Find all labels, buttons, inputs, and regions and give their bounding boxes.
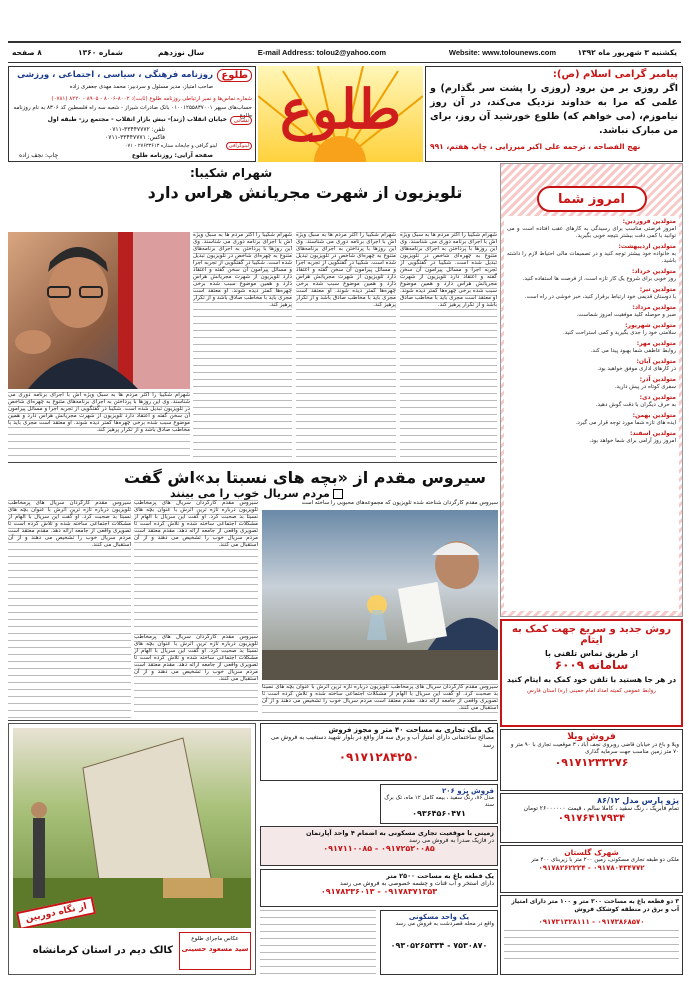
horoscope-sign: متولدین دی: bbox=[639, 394, 676, 401]
horoscope-item bbox=[507, 358, 676, 373]
bottom-photo bbox=[13, 728, 251, 928]
article2-title: سیروس مقدم از «بچه های نسبتا بد»اش گفت bbox=[124, 468, 486, 487]
ad-peugeot[interactable]: فروش پژو ۲۰۶ مدل ۸۶، رنگ سفید ، بیمه کامل ۱۲ ماه، تک برگ سند ۰۹۳۶۴۵۶۰۴۷۱ bbox=[380, 784, 498, 824]
photo-credit-label: عکاس ماجرای طلوع bbox=[191, 936, 239, 942]
address-label: نشانی bbox=[230, 116, 252, 125]
article2-body-col1: سیروس مقدم کارگردان سریال های پرمخاطب تلویزیون درباره تازه ترین اثرش با عنوان بچه های نسبتا بد صحبت کرد. او گفت این سریال با الهام از مشکلات اجتماعی ساخته شده و تلاش کرده است تا تصویری واقعی از جامعه ارائه دهد. مقدم معتقد است مردم سریال خوب را تشخیص می دهند و از آن استقبال می کنند. bbox=[8, 500, 131, 718]
ad-phone: ۰۹۱۷۱۲۳۳۲۷۶ bbox=[554, 756, 629, 769]
horoscope-item bbox=[507, 394, 676, 409]
masthead-info bbox=[8, 66, 256, 162]
horoscope-item bbox=[507, 304, 676, 319]
checkbox-icon bbox=[333, 489, 343, 499]
ad-phone: ۰۹۱۷۶۴۱۷۹۳۴ bbox=[557, 813, 626, 824]
ad-shop[interactable]: یک ملک تجاری به مساحت ۴۰ متر و مجوز فروش مصالح ساختمانی دارای امتیاز آب و برق سه فاز واقع در بلوار شهید دستغیب به فروش می رسد ۰۹۱۷۱۲۸۴۲۵۰ bbox=[260, 723, 498, 781]
horoscope-item bbox=[507, 340, 676, 355]
article1-kicker: شهرام شکیبا: bbox=[190, 166, 273, 180]
bottom-photo-frame bbox=[8, 723, 256, 975]
masthead-print: لیتو گرافی و چاپخانه ستاره ۲۷۶۳۳۶۱۳ - ۰۷۱ bbox=[124, 143, 217, 149]
horoscope-text: به حرف دیگران با دقت گوش دهید. bbox=[595, 402, 676, 408]
masthead-logo bbox=[258, 66, 423, 162]
horoscope-text: سفری کوتاه در پیش دارید. bbox=[614, 384, 676, 390]
article2-body-col4: سیروس مقدم کارگردان سریال های پرمخاطب تلویزیون درباره تازه ترین اثرش با عنوان بچه های نسبتا بد صحبت کرد. او گفت این سریال با الهام از مشکلات اجتماعی ساخته شده و تلاش کرده است تا تصویری واقعی از جامعه ارائه دهد. مقدم معتقد است مردم سریال خوب را تشخیص می دهند و از آن استقبال می کنند. bbox=[262, 684, 498, 718]
article1-title: تلویزیون از شهرت مجریانش هراس دارد bbox=[147, 183, 463, 202]
masthead-phone: تلفن: ۳۳۴۴۷۷۷۲-۰۷۱۱ bbox=[108, 126, 165, 133]
masthead-contact-info: شماره تماس‌ها و نمبر ارتباطی روزنامه طلوع (ثابت): ۸۰۰۲-۸۰۰۶ - ۸۹۰۵ - ۸۲۲۰ (۰۷۸۱) bbox=[51, 96, 252, 102]
article2-body-col3: سیروس مقدم کارگردان سریال های پرمخاطب تلویزیون درباره تازه ترین اثرش با عنوان بچه های نسبتا بد صحبت کرد. او گفت این سریال با الهام از مشکلات اجتماعی ساخته شده و تلاش کرده است تا تصویری واقعی از جامعه ارائه دهد. مقدم معتقد است مردم سریال خوب را تشخیص می دهند و از آن استقبال می کنند. bbox=[134, 634, 258, 718]
issue-number: شماره ۱۳۶۰ bbox=[78, 48, 123, 57]
horoscope-sign: متولدین اسفند: bbox=[630, 430, 676, 437]
article1-body-bottom: شهرام شکیبا را اکثر مردم ها به سبک ویژه اش با اجرای برنامه دوری می شناسند. وی این روزها با پرداختن به اجرای برنامه‌های متنوع به چهره‌ای شاخص در تلویزیون تبدیل شده است. شکیبا در گفتگویی از تجربه اجرا و مسائل پیرامون آن سخن گفته و اعتقاد دارد تلویزیون از شهرت مجریانش هراس دارد و همین موضوع سبب شده برخی چهره‌ها کمتر دیده شوند. او معتقد است مجری باید با مخاطب صادق باشد و از تکرار پرهیز کند. bbox=[8, 392, 190, 460]
ad-bottom-garden[interactable]: ۳ دو قطعه باغ به مساحت ۳۰۰ متر و ۱۰۰ متر دارای امتیاز آب و برق در منطقه کوشکک فروش ۰۹۱۷۳۸۶۸۵۷۰ - ۰۹۱۷۳۱۳۲۸۱۱۱ bbox=[500, 895, 683, 975]
masthead-layout: صفحه آرایی: روزنامه طلوع bbox=[131, 152, 213, 159]
ad-orphan-help[interactable]: روش جدید و سریع جهت کمک به ایتام از طریق تماس تلفنی با سامانه ۶۰۰۹ در هر جا هستید با تلفن خود کمک به ایتام کنید روابط عمومی کمیته امداد امام خمینی (ره) استان فارس bbox=[500, 619, 683, 727]
top-bar bbox=[8, 41, 681, 63]
masthead-address: خیابان انقلاب (زند)- نبش بازار انقلاب - مجتمع رز- طبقه اول bbox=[47, 116, 227, 123]
masthead-bank-info: حساب‌های سپهر ۰۱۰۰۱۲۵۵۸۳۷۰۰۱ بانک صادرات شیراز - شعبه سه راه فلسطین کد ۸۳۰۶ به نام روزنامه طلوع bbox=[13, 105, 252, 119]
email-link[interactable]: E-mail Address: tolou2@yahoo.com bbox=[257, 48, 386, 57]
horoscope-sign: متولدین اردیبهشت: bbox=[618, 243, 676, 250]
horoscope-sign: متولدین آبان: bbox=[636, 358, 676, 365]
horoscope-text: صبر و حوصله کلید موفقیت امروز شماست. bbox=[576, 312, 676, 318]
masthead-fax: فاکس: ۳۳۴۴۷۷۷۱-۰۷۱۱ bbox=[105, 134, 165, 141]
horoscope-panel bbox=[500, 163, 683, 617]
divider bbox=[8, 720, 497, 721]
photo-credit-name: سید مسعود حسینی bbox=[181, 945, 249, 953]
hadith-source: نهج الفصاحه ، ترجمه علی اکبر میرزایی ، چاپ هفتم، ۹۹۱ bbox=[430, 142, 641, 151]
horoscope-text: به خانواده خود بیشتر توجه کنید و در تصمیمات مالی احتیاط لازم را داشته باشید. bbox=[507, 251, 676, 264]
ad-number: سامانه ۶۰۰۹ bbox=[554, 658, 629, 672]
page-count: ۸ صفحه bbox=[12, 48, 42, 57]
hadith-text: اگر روزی بر من برود (روزی را پشت سر بگذارم) و علمی که مرا به خداوند نزدیک می‌کند، در آن روز نیاموزم، (می خواهم که) طلوع خورشید آن روز، برای من مبارک نباشد. bbox=[430, 83, 678, 136]
ad-land[interactable]: زمینی با موقعیت تجاری مسکونی به اضمام ۴ واحد آپارتمان در فازیک صدرا به فروش می رسد ۰۹۱۷۲۵۲۰۰۸۵ - ۰۹۱۷۱۱۰۰۸۵ bbox=[260, 826, 498, 866]
ad-garden[interactable]: یک قطعه باغ به مساحت ۲۵۰۰ متر دارای استخر و آب قنات و چشمه خصوصی به فروش می رسد ۰۹۱۷۸۳۷۱۳۵۳ - ۰۹۱۷۸۳۳۶۰۱۳ bbox=[260, 869, 498, 907]
horoscope-item bbox=[507, 286, 676, 301]
divider bbox=[8, 462, 497, 463]
logo-text: طلوع bbox=[280, 77, 401, 141]
print-label: لیتوگرافی bbox=[226, 142, 252, 150]
article1-photo bbox=[8, 232, 190, 389]
horoscope-title: امروز شما bbox=[557, 192, 626, 207]
horoscope-text: روابط عاطفی شما بهبود پیدا می کند. bbox=[590, 348, 676, 354]
article1-body-col2: شهرام شکیبا را اکثر مردم ها به سبک ویژه اش با اجرای برنامه دوری می شناسند. وی این روزها با پرداختن به اجرای برنامه‌های متنوع به چهره‌ای شاخص در تلویزیون تبدیل شده است. شکیبا در گفتگویی از تجربه اجرا و مسائل پیرامون آن سخن گفته و اعتقاد دارد تلویزیون از شهرت مجریانش هراس دارد و همین موضوع سبب شده برخی چهره‌ها کمتر دیده شوند. او معتقد است مجری باید با مخاطب صادق باشد و از تکرار پرهیز کند. bbox=[296, 232, 396, 460]
horoscope-sign: متولدین بهمن: bbox=[632, 412, 676, 419]
article2-photo bbox=[262, 510, 498, 680]
issue-date: یکشنبه ۳ شهریور ماه ۱۳۹۲ bbox=[577, 48, 677, 57]
masthead-owner: صاحب امتیاز، مدیر مسئول و سردبیر: محمد مهدی جعفری زاده bbox=[69, 84, 213, 90]
article2-body-col2: سیروس مقدم کارگردان سریال های پرمخاطب تلویزیون درباره تازه ترین اثرش با عنوان بچه های نسبتا بد صحبت کرد. او گفت این سریال با الهام از مشکلات اجتماعی ساخته شده و تلاش کرده است تا تصویری واقعی از جامعه ارائه دهد. مقدم معتقد است مردم سریال خوب را تشخیص می دهند و از آن استقبال می کنند. bbox=[134, 500, 258, 630]
ad-phone: ۰۹۱۷۳۸۶۸۵۷۰ - ۰۹۱۷۳۱۳۲۸۱۱۱ bbox=[538, 918, 645, 926]
ad-house[interactable]: یک واحد مسکونی واقع در محله قصردشت به فروش می رسد ۷۵۳۰۸۷۰ - ۰۹۳۰۵۲۶۵۳۳۴ bbox=[380, 910, 498, 975]
ad-phone: ۰۹۱۷۲۵۲۰۰۸۵ - ۰۹۱۷۱۱۰۰۸۵ bbox=[323, 844, 435, 853]
horoscope-list bbox=[504, 216, 679, 611]
hadith-box bbox=[425, 66, 683, 162]
ad-golestan[interactable]: شهرک گلستان ملکی دو طبقه تجاری مسکونی، زمین ۲۰۰ متر با زیربنای ۴۰۰ متر ۰۹۱۷۸۰۴۳۴۷۷۲ - ۰۹۱۷۸۲۶۲۲۲۴ bbox=[500, 845, 683, 893]
horoscope-sign: متولدین شهریور: bbox=[625, 322, 676, 329]
photo-title: کالک دیم در استان کرمانشاه bbox=[32, 945, 173, 956]
horoscope-text: امروز فرصتی مناسب برای رسیدگی به کارهای عقب افتاده است و می توانید با کمی دقت بیشتر نتیجه خوبی بگیرید. bbox=[507, 226, 676, 239]
horoscope-sign: متولدین آذر: bbox=[639, 376, 676, 383]
horoscope-sign: متولدین فروردین: bbox=[622, 218, 676, 225]
horoscope-sign: متولدین تیر: bbox=[639, 286, 676, 293]
horoscope-text: روز خوبی برای شروع یک کار تازه است، از فرصت ها استفاده کنید. bbox=[522, 276, 676, 282]
ad-phone: ۰۹۱۷۱۲۸۴۲۵۰ bbox=[338, 750, 420, 764]
horoscope-item bbox=[507, 322, 676, 337]
horoscope-sign: متولدین مهر: bbox=[636, 340, 676, 347]
hadith-title: پیامبر گرامی اسلام (ص): bbox=[552, 69, 678, 80]
ad-phone: ۰۹۱۷۸۰۴۳۴۷۷۲ - ۰۹۱۷۸۲۶۲۲۲۴ bbox=[538, 864, 645, 872]
website-link[interactable]: Website: www.tolounews.com bbox=[448, 48, 556, 57]
horoscope-text: ایده های تازه شما مورد توجه قرار می گیرد. bbox=[575, 420, 676, 426]
ad-phone: ۰۹۱۷۸۳۷۱۳۵۳ - ۰۹۱۷۸۳۳۶۰۱۳ bbox=[320, 887, 438, 896]
horoscope-item bbox=[507, 430, 676, 445]
article2-kicker: مردم سریال خوب را می بینند bbox=[170, 487, 343, 500]
ad-phone: ۷۵۳۰۸۷۰ - ۰۹۳۰۵۲۶۵۳۳۴ bbox=[390, 941, 488, 950]
masthead-name-small: طلوع bbox=[217, 69, 252, 82]
ad-small-texts bbox=[260, 910, 376, 975]
ad-phone: ۰۹۳۶۴۵۶۰۴۷۱ bbox=[412, 809, 466, 818]
horoscope-text: سلامتی خود را جدی بگیرید و کمی استراحت کنید. bbox=[563, 330, 676, 336]
photo-credit bbox=[179, 932, 251, 970]
horoscope-item bbox=[507, 243, 676, 265]
horoscope-item bbox=[507, 218, 676, 240]
article1-body-col1: شهرام شکیبا را اکثر مردم ها به سبک ویژه اش با اجرای برنامه دوری می شناسند. وی این روزها با پرداختن به اجرای برنامه‌های متنوع به چهره‌ای شاخص در تلویزیون تبدیل شده است. شکیبا در گفتگویی از تجربه اجرا و مسائل پیرامون آن سخن گفته و اعتقاد دارد تلویزیون از شهرت مجریانش هراس دارد و همین موضوع سبب شده برخی چهره‌ها کمتر دیده شوند. او معتقد است مجری باید با مخاطب صادق باشد و از تکرار پرهیز کند. bbox=[193, 232, 292, 460]
ad-pejo-pars[interactable]: پژو پارس مدل ۸۶/۱۲ تمام فابریک ، رنگ سفید ، کاملا سالم ، قیمت ۲۶۰۰۰۰۰۰ تومان ۰۹۱۷۶۴۱۷۹۳۴ bbox=[500, 793, 683, 843]
horoscope-text: امروز روز آرامی برای شما خواهد بود. bbox=[589, 438, 676, 444]
article2-caption: سیروس مقدم کارگردان شناخته شده تلویزیون که مجموعه‌های محبوبی را ساخته است bbox=[301, 500, 498, 506]
horoscope-sign: متولدین مرداد: bbox=[632, 304, 676, 311]
horoscope-header bbox=[537, 186, 647, 212]
masthead-chief: چاپ: نجف زاده bbox=[19, 152, 59, 159]
horoscope-item bbox=[507, 376, 676, 391]
ad-villa[interactable]: فروش ویلا ویلا و باغ در خیابان قاضی روبروی نجف آباد ، ۳ موقعیت تجاری با ۹۰ متر و ۷۰ متر زمین مناسب جهت سرمایه گذاری ۰۹۱۷۱۲۳۳۲۷۶ bbox=[500, 729, 683, 791]
masthead-subtitle: روزنامه فرهنگی ، سیاسی ، اجتماعی ، ورزشی bbox=[17, 70, 213, 80]
horoscope-text: با دوستان قدیمی خود ارتباط برقرار کنید، خبر خوشی در راه است. bbox=[524, 294, 676, 300]
horoscope-text: در کارهای اداری موفق خواهید بود. bbox=[597, 366, 676, 372]
photo-tag: از نگاه دوربین bbox=[16, 896, 96, 928]
horoscope-item bbox=[507, 412, 676, 427]
horoscope-item bbox=[507, 268, 676, 283]
horoscope-sign: متولدین خرداد: bbox=[631, 268, 676, 275]
article1-body-col3: شهرام شکیبا را اکثر مردم ها به سبک ویژه اش با اجرای برنامه دوری می شناسند. وی این روزها با پرداختن به اجرای برنامه‌های متنوع به چهره‌ای شاخص در تلویزیون تبدیل شده است. شکیبا در گفتگویی از تجربه اجرا و مسائل پیرامون آن سخن گفته و اعتقاد دارد تلویزیون از شهرت مجریانش هراس دارد و همین موضوع سبب شده برخی چهره‌ها کمتر دیده شوند. او معتقد است مجری باید با مخاطب صادق باشد و از تکرار پرهیز کند. bbox=[400, 232, 497, 460]
volume-year: سال نوزدهم bbox=[158, 48, 205, 57]
